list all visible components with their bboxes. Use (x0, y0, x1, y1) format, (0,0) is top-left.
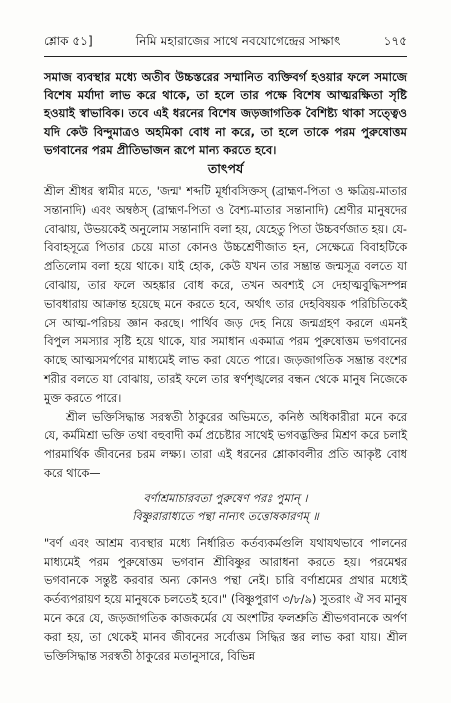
quoted-verse (44, 490, 407, 527)
page-body (44, 68, 407, 666)
verse-line-1: বর্ণাশ্রমাচারবতা পুরুষেণ পরঃ পুমান্ । (143, 491, 308, 505)
page-number: ১৭৫ (383, 34, 407, 48)
translation-text: সমাজ ব্যবস্থার মধ্যে অতীব উচ্চস্তরের সম্মানিত ব্যক্তিবর্গ হওয়ার ফলে সমাজে বিশেষ মর্যাদা লাভ করে থাকে, তা হলে তার পক্ষে বিশেষ আত্মরক্ষিতা সৃষ্টি হওয়াই স্বাভাবিক। তবে এই ধরনের বিশেষ জড়জাগতিক বৈশিষ্ট্য থাকা সত্ত্বেও যদি কেউ বিন্দুমাত্রও অহমিকা বোধ না করে, তা হলে তাকে পরম পুরুষোত্তম ভগবানের পরম প্রীতিভাজন রূপে মান্য করতে হবে। (44, 70, 407, 157)
header-divider (44, 56, 407, 57)
verse-number: শ্লোক ৫১] (44, 34, 93, 48)
chapter-title: নিমি মহারাজের সাথে নবযোগেন্দ্রের সাক্ষাৎ (135, 34, 341, 48)
verse-line-2: বিষ্ণুরারাধ্যতে পন্থা নান্যৎ তত্তোষকারণম্ ॥ (132, 510, 319, 524)
purport-paragraph-1: শ্রীল শ্রীধর স্বামীর মতে, 'জন্ম' শব্দটি মূর্ধাবসিক্তস্ (ব্রাহ্মণ-পিতা ও ক্ষত্রিয়-মাতার সন্তানাদি) এবং অম্বষ্ঠস্ (ব্রাহ্মণ-পিতা ও বৈশ্য-মাতার সন্তানাদি) শ্রেণীর মানুষদের বোঝায়, উভয়কেই অনুলোম সন্তানাদি বলা হয়, যেহেতু পিতা উচ্চবর্ণজাত হয়। যে-বিবাহসূত্রে পিতার চেয়ে মাতা কোনও উচ্চশ্রেণীজাত হন, সেক্ষেত্রে বিবাহটিকে প্রতিলোম বলা হয়ে থাকে। যাই হোক, কেউ যখন তার সম্ভ্রান্ত জন্মসূত্র বলতে যা বোঝায়, তার ফলে অহঙ্কার বোধ করে, তখন অবশ্যই সে দেহাত্মবুদ্ধিসম্পন্ন ভাবধারায় আক্রান্ত হয়েছে মনে করতে হবে, অর্থাৎ তার দেহবিষয়ক পরিচিতিকেই সে আত্ম-পরিচয় জ্ঞান করছে। পার্থিব জড় দেহ নিয়ে জন্মগ্রহণ করলে এমনই বিপুল সমস্যার সৃষ্টি হয়ে থাকে, যার সমাধান একমাত্র পরম পুরুষোত্তম ভগবানের কাছে আত্মসমর্পণের মাধ্যমেই লাভ করা যেতে পারে। জড়জাগতিক সম্ভ্রান্ত বংশের শরীর বলতে যা বোঝায়, তারই ফলে তার স্বর্ণশৃঙ্খলের বন্ধন থেকে মানুষ নিজেকে মুক্ত করতে পারে। (44, 185, 407, 405)
purport-paragraph-2: শ্রীল ভক্তিসিদ্ধান্ত সরস্বতী ঠাকুরের অভিমতে, কনিষ্ঠ অধিকারীরা মনে করে যে, কর্মমিশ্রা ভক্তি তথা বহুবাদী কর্ম প্রচেষ্টার সাথেই ভগবদ্ভক্তির মিশ্রণ করে চলাই পারমার্থিক জীবনের চরম লক্ষ্য। তারা এই ধরনের শ্লোকাবলীর প্রতি আকৃষ্ট বোধ করে থাকে— (44, 410, 407, 480)
purport-paragraph-3: "বর্ণ এবং আশ্রম ব্যবস্থার মধ্যে নির্ধারিত কর্তব্যকর্মগুলি যথাযথভাবে পালনের মাধ্যমেই পরম পুরুষোত্তম ভগবান শ্রীবিষ্ণুর আরাধনা করতে হয়। পরমেশ্বর ভগবানকে সন্তুষ্ট করবার অন্য কোনও পন্থা নেই। চারি বর্ণাশ্রমের প্রথার মধ্যেই কর্তব্যপরায়ণ হয়ে মানুষকে চলতেই হবে।" (বিষ্ণুপুরাণ ৩/৮/৯) সুতরাং ঐ সব মানুষ মনে করে যে, জড়জাগতিক কাজকর্মের যে অংশটির ফলশ্রুতি শ্রীভগবানকে অর্পণ করা হয়, তা থেকেই মানব জীবনের সর্বোত্তম সিদ্ধির স্তর লাভ করা যায়। শ্রীল ভক্তিসিদ্ধান্ত সরস্বতী ঠাকুরের মতানুসারে, বিভিন্ন (44, 536, 407, 663)
purport-heading: তাৎপর্য (207, 161, 244, 177)
running-header (44, 34, 407, 52)
